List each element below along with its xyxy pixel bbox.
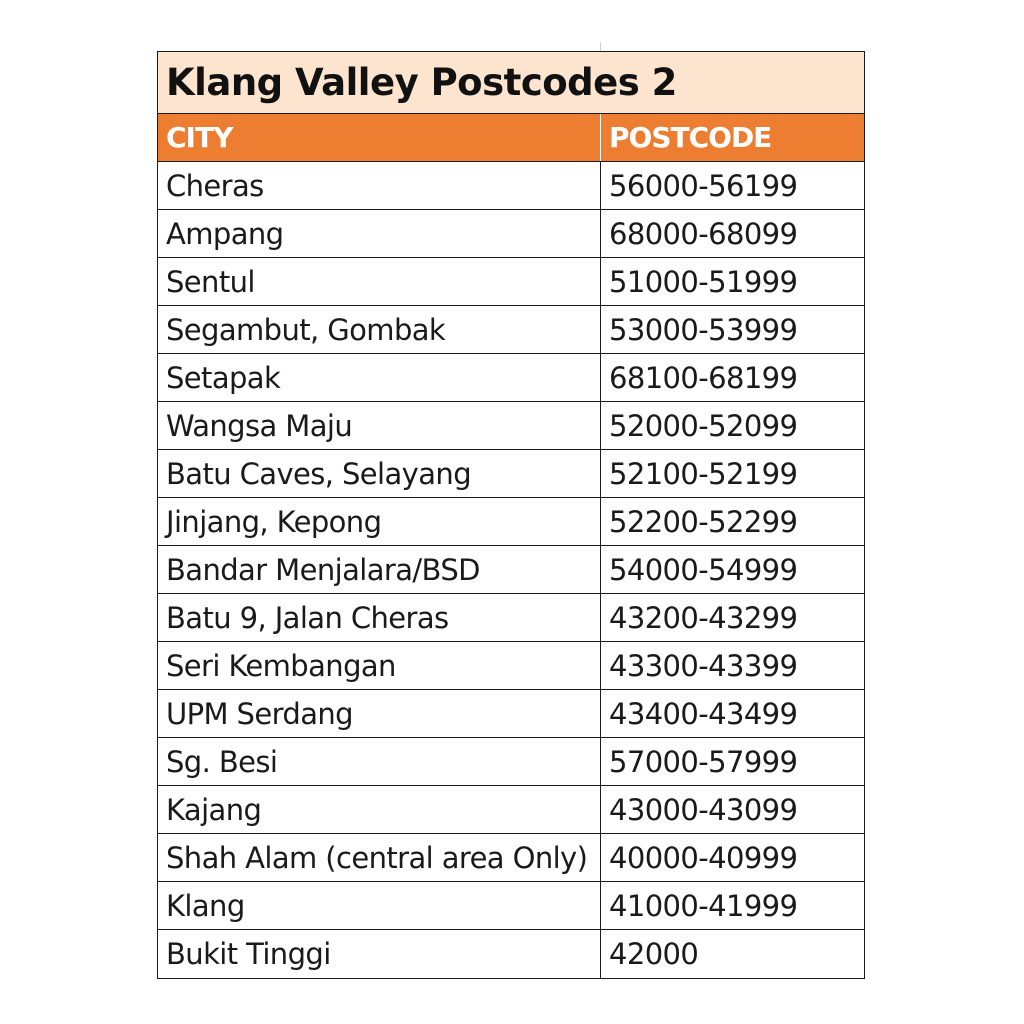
city-cell: UPM Serdang: [158, 690, 601, 737]
table-row: [158, 546, 864, 594]
table-row: [158, 258, 864, 306]
postcode-cell: 41000-41999: [609, 888, 798, 923]
city-cell: Klang: [158, 882, 601, 929]
city-cell: Kajang: [158, 786, 601, 833]
postcode-cell: 43300-43399: [609, 648, 798, 683]
postcode-cell: 43200-43299: [609, 600, 798, 635]
table-title: Klang Valley Postcodes 2: [166, 61, 677, 104]
postcode-cell: 42000: [609, 937, 699, 971]
city-cell: Jinjang, Kepong: [158, 498, 601, 545]
table-row: [158, 210, 864, 258]
postcode-cell: 52100-52199: [609, 456, 798, 491]
table-row: [158, 834, 864, 882]
postcode-cell: 54000-54999: [609, 552, 798, 587]
table-row: [158, 738, 864, 786]
postcode-cell: 68000-68099: [609, 216, 798, 251]
postcode-cell: 52000-52099: [609, 408, 798, 443]
table-row: [158, 450, 864, 498]
postcode-cell: 53000-53999: [609, 312, 798, 347]
postcode-cell: 43000-43099: [609, 792, 798, 827]
city-cell: Cheras: [158, 162, 601, 209]
city-cell: Batu Caves, Selayang: [158, 450, 601, 497]
postcode-cell: 56000-56199: [609, 168, 798, 203]
table-row: [158, 930, 864, 978]
city-cell: Batu 9, Jalan Cheras: [158, 594, 601, 641]
postcode-table: [157, 51, 865, 979]
table-row: [158, 402, 864, 450]
city-cell: Seri Kembangan: [158, 642, 601, 689]
city-cell: Shah Alam (central area Only): [158, 834, 601, 881]
table-title-row: [158, 52, 864, 114]
table-row: [158, 594, 864, 642]
city-cell: Sentul: [158, 258, 601, 305]
postcode-cell: 43400-43499: [609, 696, 798, 731]
table-row: [158, 162, 864, 210]
table-row: [158, 306, 864, 354]
postcode-cell: 51000-51999: [609, 264, 798, 299]
city-cell: Setapak: [158, 354, 601, 401]
city-cell: Segambut, Gombak: [158, 306, 601, 353]
city-cell: Bukit Tinggi: [158, 930, 601, 978]
postcode-cell: 40000-40999: [609, 840, 798, 875]
table-row: [158, 354, 864, 402]
table-header-row: [158, 114, 864, 162]
postcode-cell: 52200-52299: [609, 504, 798, 539]
postcode-cell: 68100-68199: [609, 360, 798, 395]
postcode-cell: 57000-57999: [609, 744, 798, 779]
city-cell: Sg. Besi: [158, 738, 601, 785]
table-row: [158, 498, 864, 546]
header-postcode: POSTCODE: [609, 121, 772, 154]
table-row: [158, 642, 864, 690]
city-cell: Bandar Menjalara/BSD: [158, 546, 601, 593]
city-cell: Wangsa Maju: [158, 402, 601, 449]
table-row: [158, 882, 864, 930]
header-city: CITY: [158, 114, 601, 161]
table-row: [158, 786, 864, 834]
table-body: [158, 162, 864, 978]
table-row: [158, 690, 864, 738]
city-cell: Ampang: [158, 210, 601, 257]
